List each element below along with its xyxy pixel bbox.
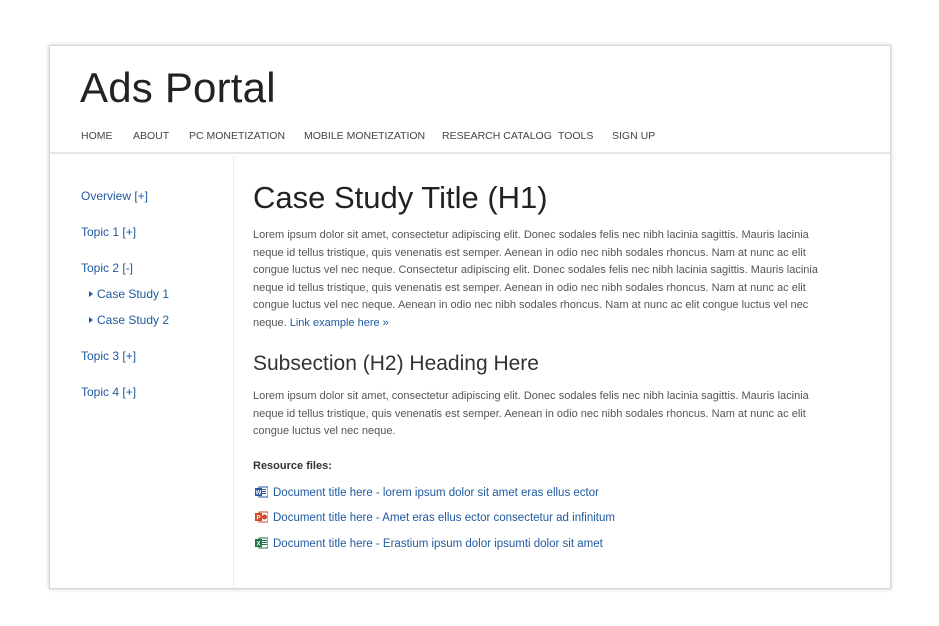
subsection-paragraph: Lorem ipsum dolor sit amet, consectetur adipiscing elit. Donec sodales felis nec nibh lacinia sagittis. Mauris lacinia neque id tellus tristique, quis venenatis est semper. Aenean in odio nec nibh sodales rhoncus. Nam at nunc ac elit congue luctus vel nec neque. [253, 390, 809, 438]
nav-about[interactable]: ABOUT [133, 130, 170, 142]
sidebar-subitem-case-study-1[interactable] [89, 287, 169, 301]
sidebar-subitem-case-study-2[interactable] [89, 313, 169, 327]
powerpoint-doc-icon [255, 511, 268, 523]
document-title: Document title here - Amet eras ellus ector consectetur ad infinitum [273, 512, 615, 524]
site-title[interactable]: Ads Portal [80, 64, 276, 111]
page-title: Case Study Title (H1) [253, 180, 548, 215]
subsection-heading: Subsection (H2) Heading Here [253, 352, 539, 375]
sidebar-item-topic-4[interactable]: Topic 4 [+] [81, 385, 137, 399]
sidebar-item-overview[interactable]: Overview [+] [81, 189, 149, 203]
sidebar-item-topic-3[interactable]: Topic 3 [+] [81, 349, 137, 363]
caret-right-icon [89, 291, 93, 297]
svg-text:W: W [255, 490, 262, 497]
svg-text:X: X [256, 541, 261, 548]
link-example[interactable]: Link example here » [289, 316, 389, 329]
word-doc-icon [255, 486, 268, 498]
excel-doc-icon [255, 537, 268, 549]
page-frame [49, 45, 891, 589]
caret-right-icon [89, 317, 93, 323]
nav-home[interactable]: HOME [81, 130, 113, 142]
nav-mobile-monetization[interactable]: MOBILE MONETIZATION [304, 130, 426, 142]
nav-pc-monetization[interactable]: PC MONETIZATION [189, 130, 286, 142]
document-link-excel[interactable] [255, 537, 603, 550]
nav-tools[interactable]: TOOLS [558, 130, 594, 142]
sidebar-subitem-label: Case Study 2 [97, 313, 170, 327]
intro-paragraph [253, 227, 838, 333]
document-link-word[interactable] [255, 486, 599, 499]
svg-text:P: P [256, 515, 261, 522]
nav-sign-up[interactable]: SIGN UP [612, 130, 656, 142]
document-link-powerpoint[interactable] [255, 511, 615, 524]
sidebar-nav [50, 156, 234, 588]
sidebar-item-topic-2[interactable]: Topic 2 [-] [81, 261, 134, 275]
site-header [50, 46, 890, 154]
sidebar-subitem-label: Case Study 1 [97, 287, 170, 301]
document-title: Document title here - Erastium ipsum dolor ipsumti dolor sit amet [273, 538, 603, 550]
sidebar-item-topic-1[interactable]: Topic 1 [+] [81, 225, 137, 239]
intro-text: Lorem ipsum dolor sit amet, consectetur adipiscing elit. Donec sodales felis nec nibh lacinia sagittis. Mauris lacinia neque id tellus tristique, quis venenatis est semper. Aenean in odio nec nibh sodales rhoncus. Nam at nunc ac elit congue luctus vel nec neque. Consectetur adipiscing elit. Donec sodales felis nec nibh lacinia sagittis. Mauris lacinia neque id tellus tristique, quis venenatis est semper. Aenean in odio nec nibh sodales rhoncus. Nam at nunc ac elit congue luctus vel nec neque. Aenean in odio nec nibh sodales rhoncus. Nam at nunc ac elit congue luctus vel nec neque. [253, 229, 818, 329]
resource-files-label: Resource files: [253, 460, 332, 472]
document-title: Document title here - lorem ipsum dolor sit amet eras ellus ector [273, 487, 599, 499]
nav-research-catalog[interactable]: RESEARCH CATALOG [442, 130, 552, 142]
